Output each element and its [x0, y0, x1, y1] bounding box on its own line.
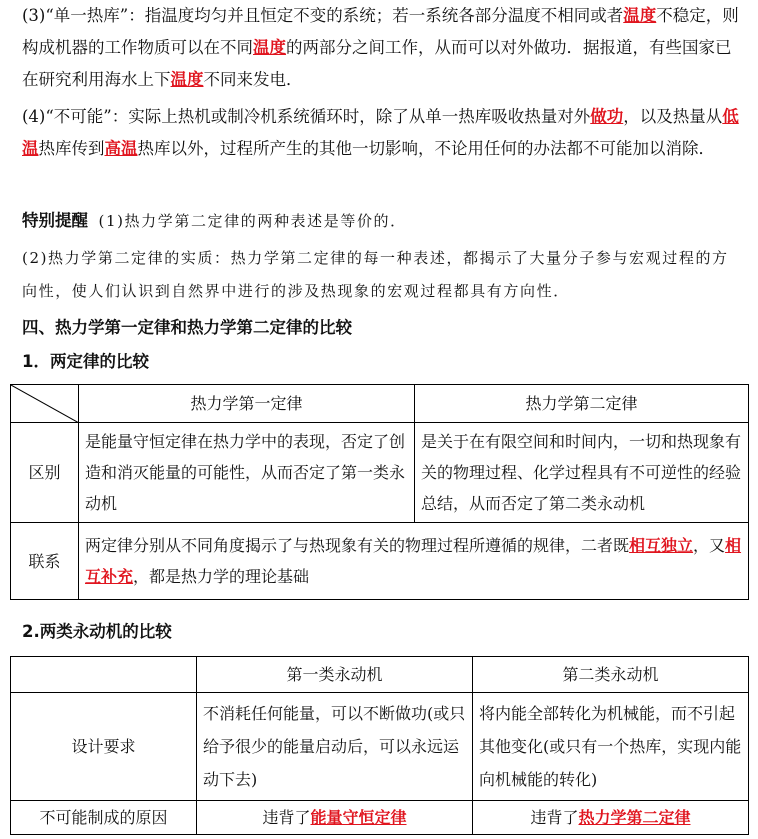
diagonal-header-cell	[11, 385, 79, 423]
header-first-law: 热力学第一定律	[79, 385, 415, 423]
first-kind-reason	[197, 801, 473, 835]
special-reminder	[22, 205, 742, 237]
row-label-relation: 联系	[11, 523, 79, 600]
highlight-term: 热力学第二定律	[578, 808, 691, 827]
header-first-kind: 第一类永动机	[197, 657, 473, 693]
text-run: 的两部分之间工作，从而可以对外做功．据报道，有些国家已在研究利用海水上下	[22, 38, 732, 89]
highlight-term: 能量守恒定律	[310, 808, 407, 827]
row-label-reason: 不可能制成的原因	[11, 801, 197, 835]
header-second-kind: 第二类永动机	[473, 657, 749, 693]
first-kind-design: 不消耗任何能量，可以不断做功(或只给予很少的能量启动后，可以永远运动下去)	[197, 693, 473, 801]
highlight-term: 温度	[170, 70, 204, 89]
reminder-label: 特别提醒	[22, 211, 88, 230]
text-run: 违背了	[530, 808, 579, 827]
laws-comparison-table	[10, 384, 749, 600]
row-label-design: 设计要求	[11, 693, 197, 801]
second-kind-design: 将内能全部转化为机械能，而不引起其他变化(或只有一个热库，实现内能向机械能的转化)	[473, 693, 749, 801]
header-second-law: 热力学第二定律	[415, 385, 749, 423]
text-run: 不同来发电．	[203, 70, 303, 89]
text-run: 热库传到	[38, 139, 105, 158]
highlight-term: 温度	[253, 38, 286, 57]
text-run: 热库以外，过程所产生的其他一切影响，不论用任何的办法都不可能加以消除．	[137, 139, 715, 158]
subheading-perpetual-machines: 2.两类永动机的比较	[22, 622, 172, 641]
second-kind-reason	[473, 801, 749, 835]
relation-text	[79, 523, 749, 600]
reminder-text-2: (2)热力学第二定律的实质：热力学第二定律的每一种表述，都揭示了大量分子参与宏观过程的方向性，使人们认识到自然界中进行的涉及热现象的宏观过程都具有方向性．	[22, 249, 729, 300]
paragraph-single-heat-reservoir	[22, 0, 742, 96]
first-law-difference: 是能量守恒定律在热力学中的表现，否定了创造和消灭能量的可能性，从而否定了第一类永动机	[79, 423, 415, 523]
highlight-term: 低温	[22, 107, 739, 158]
highlight-term: 高温	[104, 139, 138, 158]
text-run: ，都是热力学的理论基础	[133, 567, 310, 586]
highlight-term: 相互独立	[629, 536, 694, 555]
section-heading: 四、热力学第一定律和热力学第二定律的比较	[22, 318, 352, 337]
text-run: ，以及热量从	[623, 107, 723, 126]
text-run: (3)“单一热库”：指温度均匀并且恒定不变的系统；若一系统各部分温度不相同或者	[22, 6, 624, 25]
text-run: 不稳定，则构成机器的工作物质可以在不同	[22, 6, 739, 57]
empty-header-cell	[11, 657, 197, 693]
second-law-difference: 是关于在有限空间和时间内，一切和热现象有关的物理过程、化学过程具有不可逆性的经验总结，从而否定了第二类永动机	[415, 423, 749, 523]
perpetual-machines-table	[10, 656, 749, 835]
text-run: ，又	[693, 536, 726, 555]
highlight-term: 做功	[590, 107, 624, 126]
text-run: 违背了	[262, 808, 311, 827]
reminder-text-1: (1)热力学第二定律的两种表述是等价的．	[98, 212, 407, 230]
highlight-term: 温度	[623, 6, 657, 25]
diagonal-line	[11, 385, 79, 423]
subheading-two-laws: 1．两定律的比较	[22, 352, 149, 371]
text-run: (4)“不可能”：实际上热机或制冷机系统循环时，除了从单一热库吸收热量对外	[22, 107, 591, 126]
text-run: 两定律分别从不同角度揭示了与热现象有关的物理过程所遵循的规律，二者既	[85, 536, 630, 555]
row-label-difference: 区别	[11, 423, 79, 523]
highlight-term: 相互补充	[85, 536, 742, 586]
paragraph-impossible	[22, 101, 742, 165]
